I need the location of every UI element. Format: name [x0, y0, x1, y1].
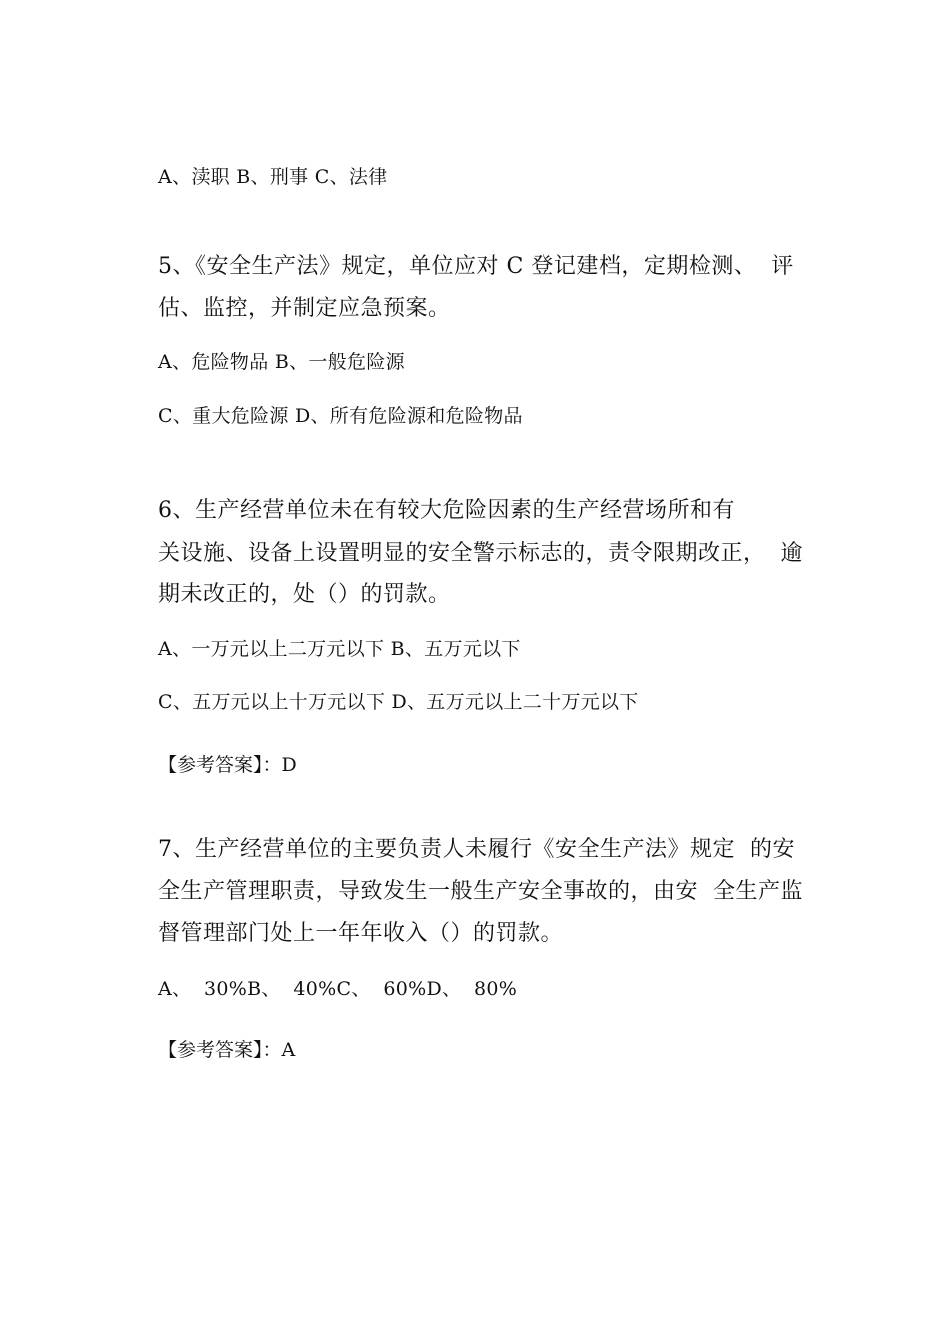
question-7-text-line-2: 全生产管理职责，导致发生一般生产安全事故的，由安 全生产监 — [158, 879, 803, 904]
question-5-text-line-1: 5、《安全生产法》规定，单位应对 C 登记建档，定期检测、 评 — [158, 254, 794, 279]
question-7-text-line-1: 7、生产经营单位的主要负责人未履行《安全生产法》规定 的安 — [158, 837, 795, 862]
question-7-answer: 【参考答案】：A — [158, 1039, 296, 1061]
question-5-text-line-2: 估、监控，并制定应急预案。 — [158, 296, 451, 321]
question-6-text-line-1: 6、生产经营单位未在有较大危险因素的生产经营场所和有 — [158, 498, 735, 523]
question-6-answer: 【参考答案】：D — [158, 754, 297, 776]
question-6-text-line-3: 期未改正的，处（）的罚款。 — [158, 582, 451, 607]
question-6-text-line-2: 关设施、设备上设置明显的安全警示标志的，责令限期改正， 逾 — [158, 541, 803, 566]
question-6-options-line-2: C、五万元以上十万元以下 D、五万元以上二十万元以下 — [158, 691, 639, 713]
question-7-text-line-3: 督管理部门处上一年年收入（）的罚款。 — [158, 921, 564, 946]
question-5-options-line-2: C、重大危险源 D、所有危险源和危险物品 — [158, 405, 523, 427]
question-6-options-line-1: A、一万元以上二万元以下 B、五万元以下 — [158, 638, 521, 660]
question-5-options-line-1: A、危险物品 B、一般危险源 — [158, 351, 405, 373]
question-7-options: A、 30%B、 40%C、 60%D、 80% — [158, 978, 518, 1000]
question-4-options: A、渎职 B、刑事 C、法律 — [158, 166, 388, 188]
